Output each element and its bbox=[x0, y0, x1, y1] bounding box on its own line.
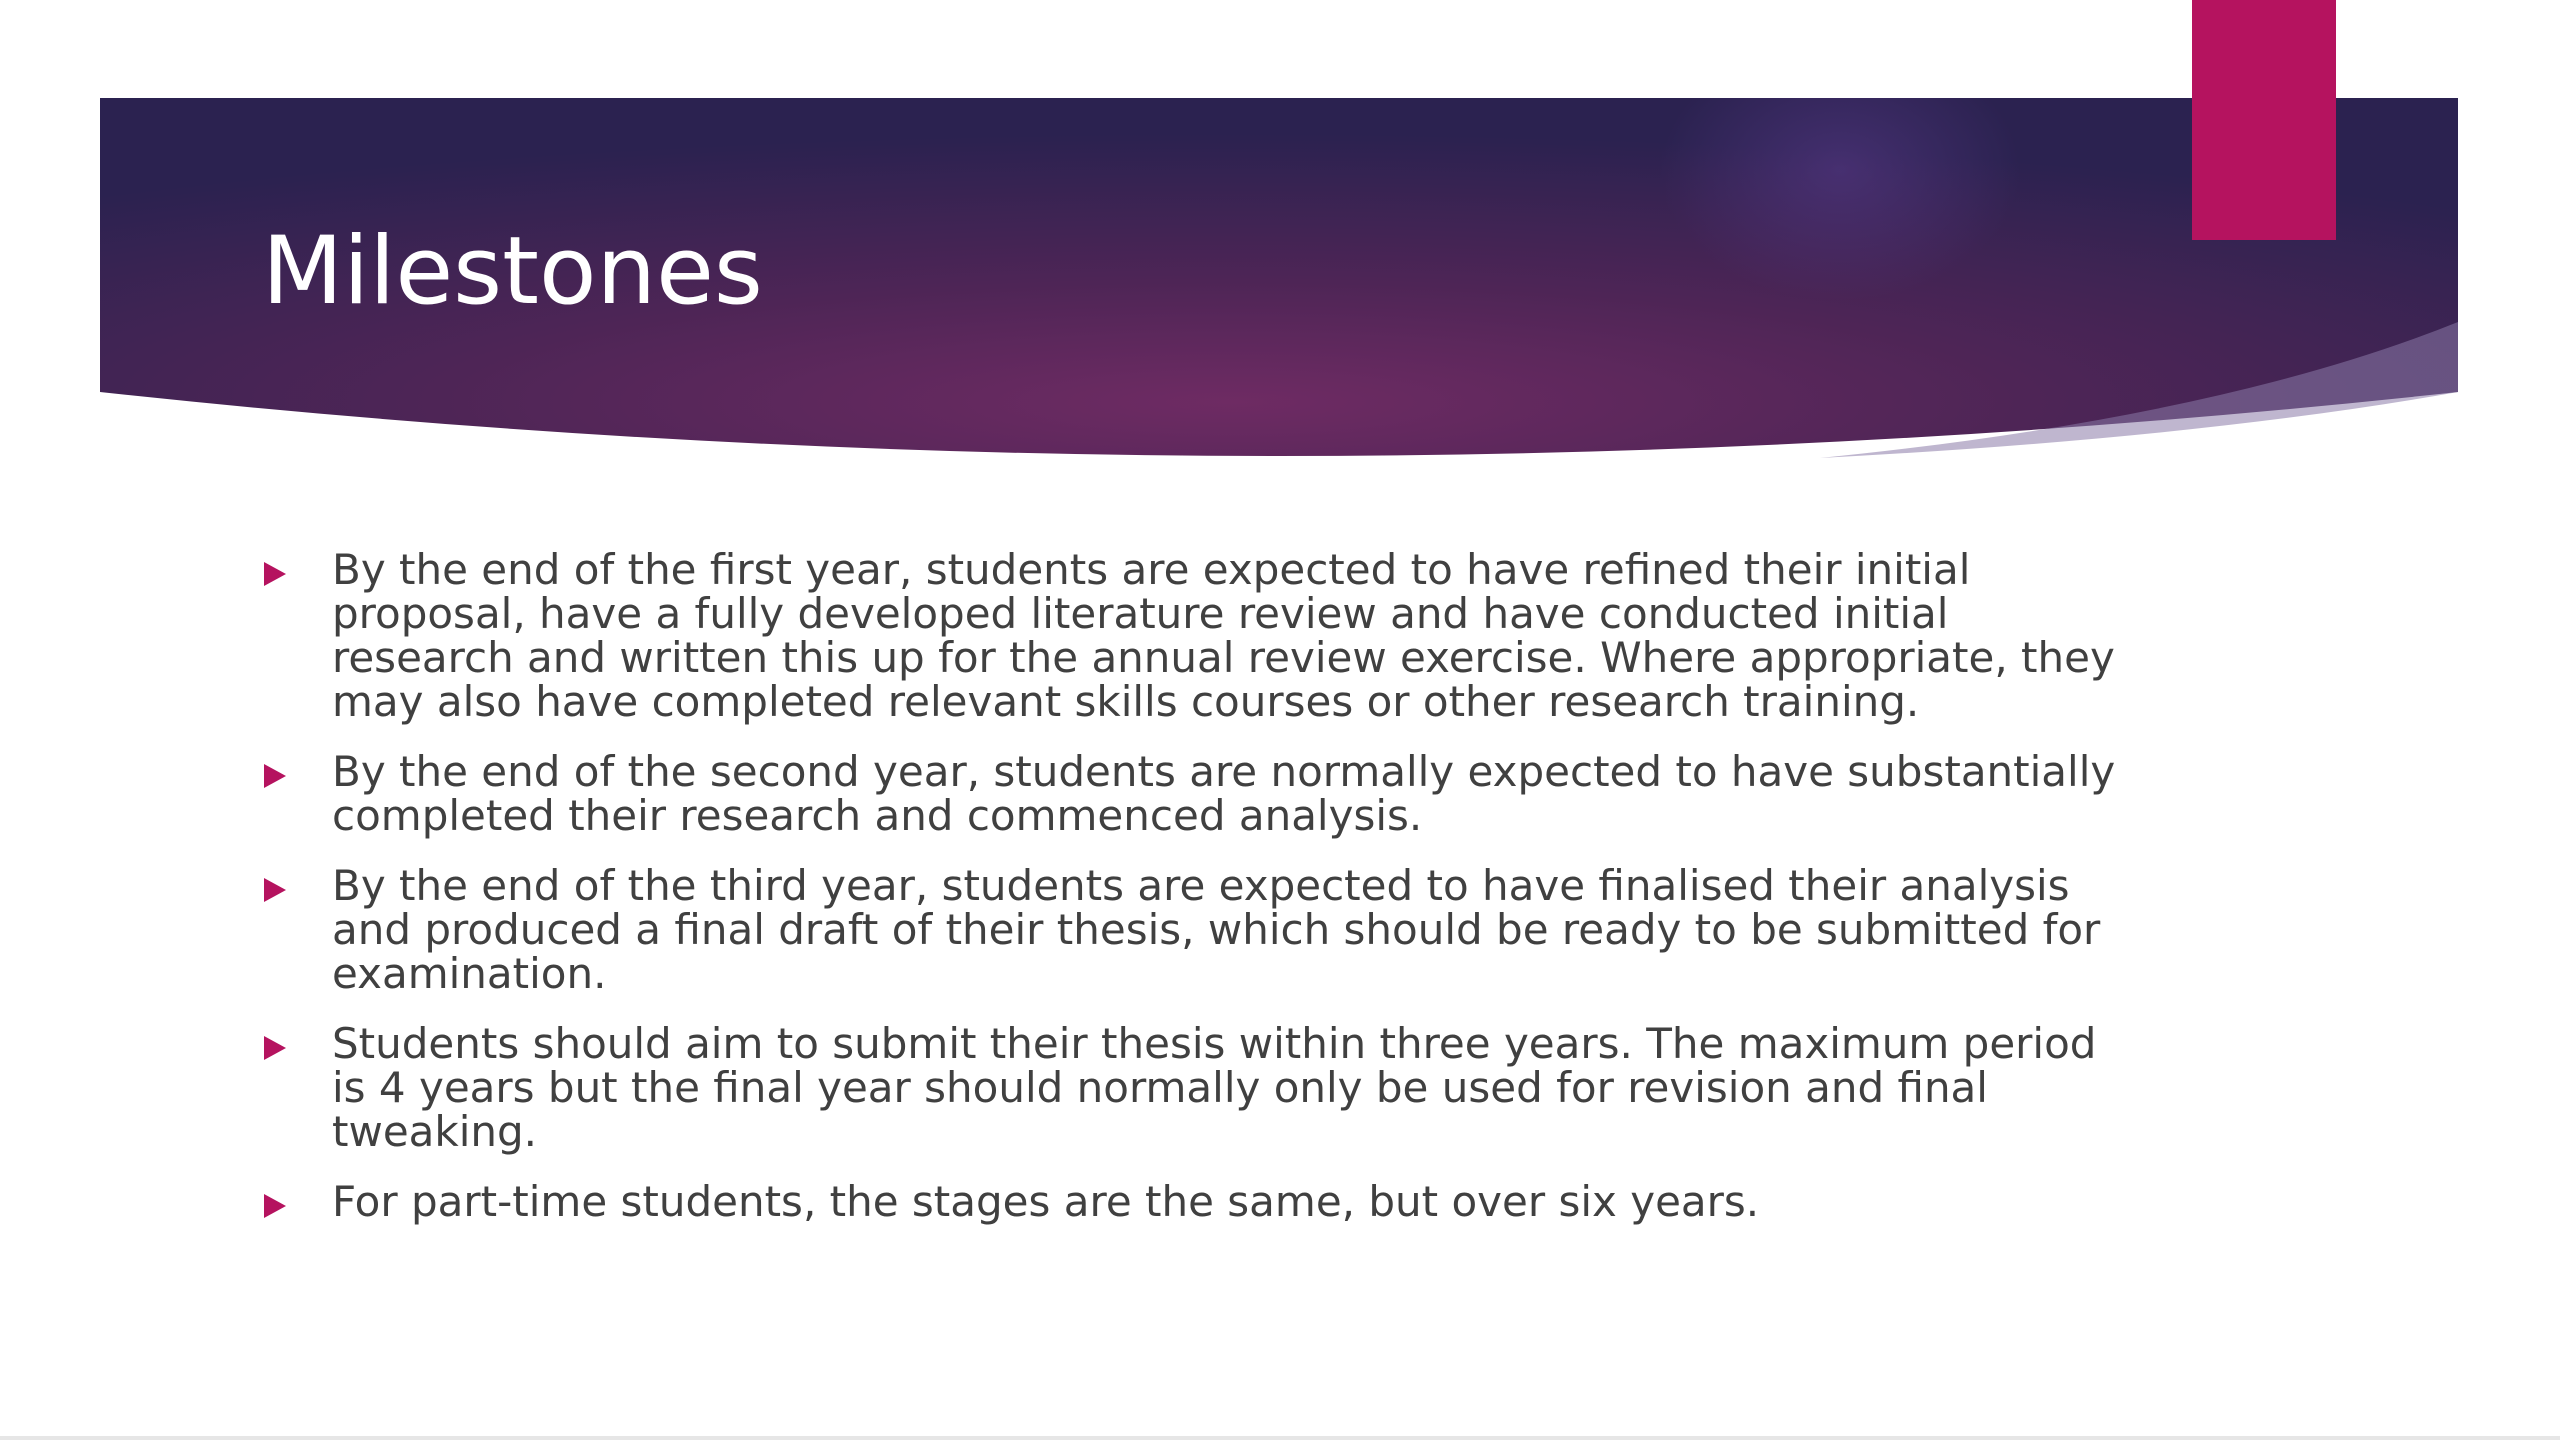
triangle-right-icon bbox=[264, 562, 286, 586]
triangle-right-icon bbox=[264, 878, 286, 902]
bullet-text: By the end of the third year, students are expected to have finalised their analysis and produced a final draft of their thesis, which should be ready to be submitted for examination. bbox=[332, 861, 2101, 998]
bottom-divider bbox=[0, 1436, 2560, 1440]
bullet-text: Students should aim to submit their thesis within three years. The maximum period is 4 years but the final year should normally only be used for revision and final tweaking. bbox=[332, 1019, 2097, 1156]
slide-title: Milestones bbox=[262, 217, 763, 326]
triangle-right-icon bbox=[264, 1036, 286, 1060]
triangle-right-icon bbox=[264, 1194, 286, 1218]
triangle-right-icon bbox=[264, 764, 286, 788]
bullet-list bbox=[262, 545, 2122, 1250]
bullet-item bbox=[262, 1177, 2122, 1226]
bullet-item bbox=[262, 1019, 2122, 1156]
bullet-text: By the end of the first year, students are expected to have refined their initial proposal, have a fully developed literature review and have conducted initial research and written this up for the annual review exercise. Where appropriate, they may also have completed relevant skills courses or other research training. bbox=[332, 545, 2115, 726]
accent-tab bbox=[2192, 0, 2336, 240]
bullet-text: For part-time students, the stages are the same, but over six years. bbox=[332, 1177, 1760, 1226]
bullet-item bbox=[262, 747, 2122, 840]
bullet-item bbox=[262, 861, 2122, 998]
bullet-text: By the end of the second year, students are normally expected to have substantially completed their research and commenced analysis. bbox=[332, 747, 2116, 840]
bullet-item bbox=[262, 545, 2122, 726]
